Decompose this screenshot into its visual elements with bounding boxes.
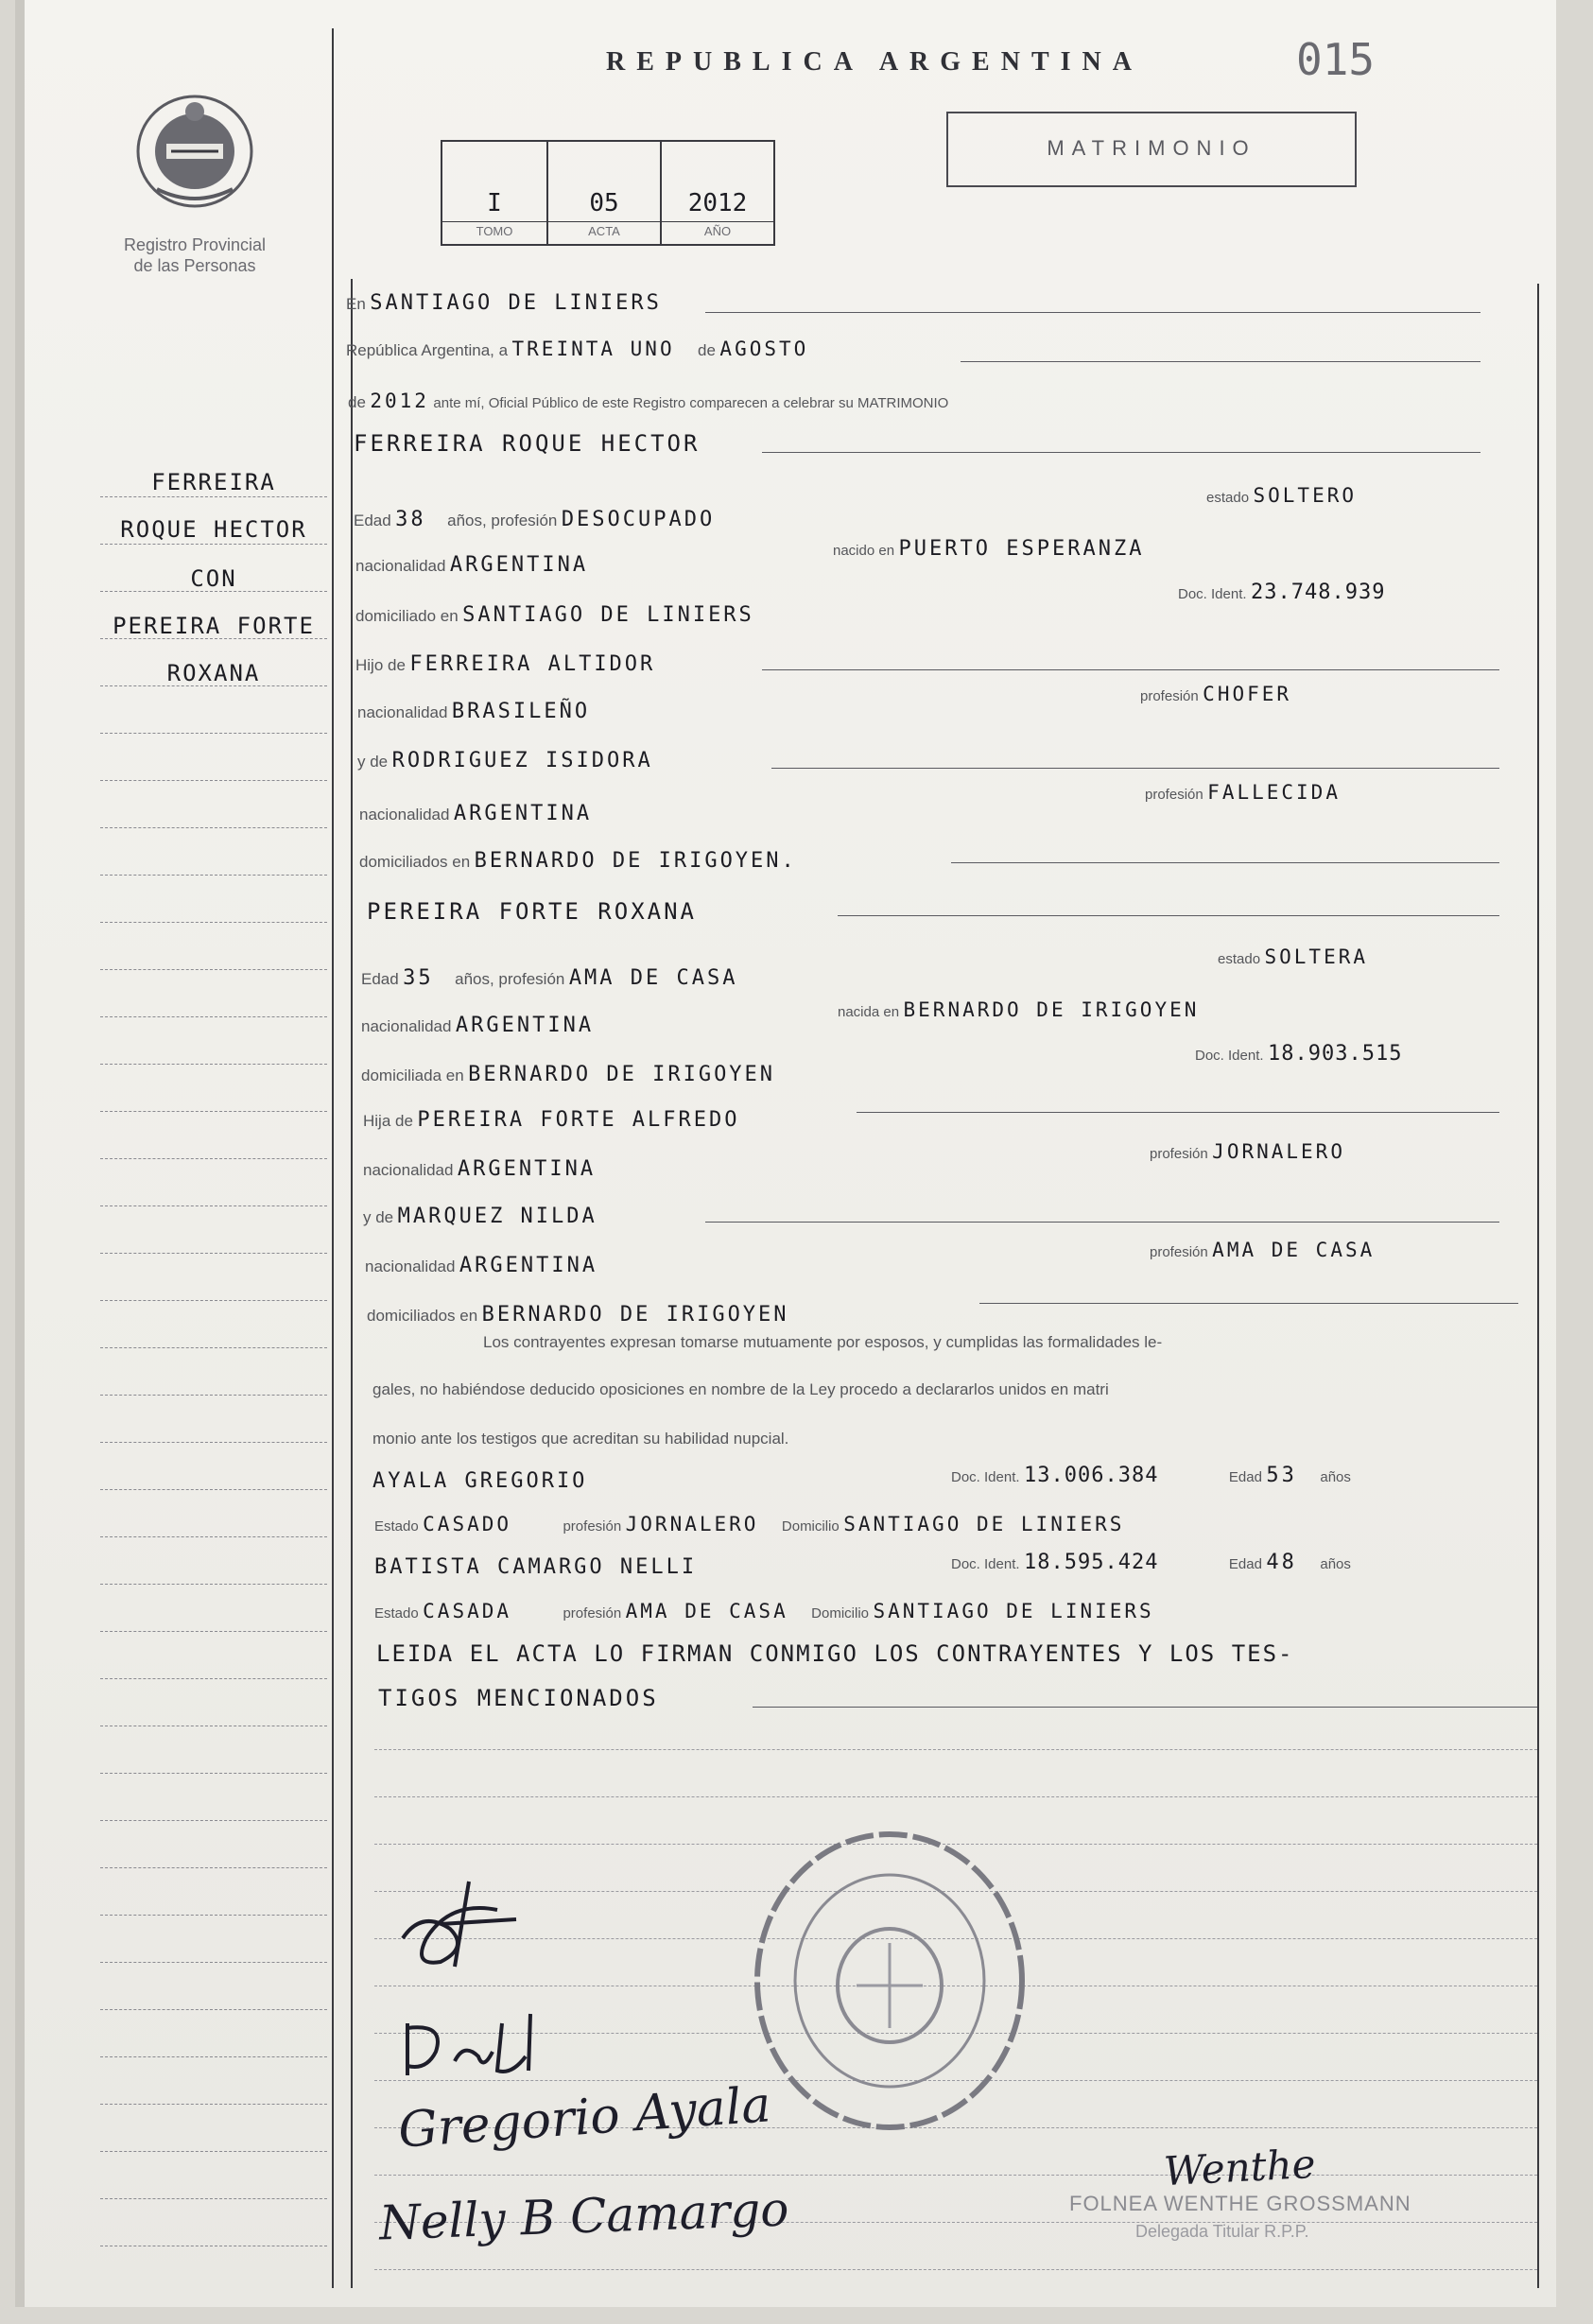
margin-name-5: ROXANA <box>166 660 261 686</box>
bride-parents-domicile-line: domiciliados en BERNARDO DE IRIGOYEN <box>367 1303 789 1327</box>
right-border-line <box>1537 284 1539 2288</box>
bride-father-profession: profesión JORNALERO <box>1150 1140 1345 1163</box>
margin-name-2: ROQUE HECTOR <box>120 516 307 543</box>
bride-mother-nationality-line: nacionalidad ARGENTINA <box>365 1254 598 1277</box>
bride-father-nationality-line: nacionalidad ARGENTINA <box>363 1157 597 1181</box>
witness-2-name-line: BATISTA CAMARGO NELLI <box>374 1555 698 1579</box>
registry-name: Registro Provincial de las Personas <box>123 235 267 275</box>
groom-status: estado SOLTERO <box>1206 484 1358 507</box>
bride-mother-profession: profesión AMA DE CASA <box>1150 1239 1376 1261</box>
official-name: FOLNEA WENTHE GROSSMANN <box>1069 2192 1411 2215</box>
record-table <box>441 140 775 246</box>
year-line: de 2012 ante mí, Oficial Público de este Registro comparecen a celebrar su MATRIMONIO <box>348 390 949 412</box>
official-signature: Wenthe <box>1162 2140 1317 2195</box>
bride-birthplace: nacida en BERNARDO DE IRIGOYEN <box>838 998 1200 1021</box>
bride-signature <box>389 2004 578 2090</box>
form-line <box>351 279 353 2288</box>
document-type-box: MATRIMONIO <box>946 112 1357 187</box>
groom-father-nationality-line: nacionalidad BRASILEÑO <box>357 700 591 723</box>
groom-mother-line: y de RODRIGUEZ ISIDORA <box>357 749 653 772</box>
registry-emblem-icon <box>129 85 261 217</box>
margin-name-1: FERREIRA <box>151 469 276 495</box>
groom-signature <box>384 1872 535 1976</box>
registry-seal-stamp <box>743 1825 1036 2137</box>
groom-name: FERREIRA ROQUE HECTOR <box>354 430 701 457</box>
groom-mother-nationality-line: nacionalidad ARGENTINA <box>359 802 593 825</box>
place-line: En SANTIAGO DE LINIERS <box>346 291 662 315</box>
ano-cell: 2012 AÑO <box>662 142 773 244</box>
bride-age-line: Edad 35 años, profesión AMA DE CASA <box>361 966 738 990</box>
groom-domicile-line: domiciliado en SANTIAGO DE LINIERS <box>355 603 754 627</box>
bride-doc: Doc. Ident. 18.903.515 <box>1195 1042 1403 1066</box>
document-page <box>15 0 1556 2307</box>
groom-age-line: Edad 38 años, profesión DESOCUPADO <box>354 508 716 531</box>
witness-1-status-line: Estado CASADO profesión JORNALERO Domicilio SANTIAGO DE LINIERS <box>374 1513 1125 1535</box>
tomo-cell: I TOMO <box>442 142 548 244</box>
groom-parents-domicile-line: domiciliados en BERNARDO DE IRIGOYEN. <box>359 849 797 873</box>
closing-line-2: TIGOS MENCIONADOS <box>378 1685 659 1711</box>
official-title: Delegada Titular R.P.P. <box>1135 2222 1309 2241</box>
groom-mother-profession: profesión FALLECIDA <box>1145 781 1341 804</box>
groom-birthplace: nacido en PUERTO ESPERANZA <box>833 537 1145 561</box>
bride-father-line: Hija de PEREIRA FORTE ALFREDO <box>363 1108 740 1132</box>
declaration-line-2: gales, no habiéndose deducido oposiciones en nombre de la Ley procedo a declararlos unidos en matri <box>372 1380 1109 1398</box>
witness-1-name-line: AYALA GREGORIO <box>372 1469 588 1493</box>
witness-1-doc-line: Doc. Ident. 13.006.384 Edad 53 años <box>951 1464 1351 1487</box>
country-title: REPUBLICA ARGENTINA <box>606 47 1143 77</box>
groom-doc: Doc. Ident. 23.748.939 <box>1178 581 1386 604</box>
bride-nationality-line: nacionalidad ARGENTINA <box>361 1014 595 1037</box>
witness-1-signature: Gregorio Ayala <box>396 2076 773 2159</box>
bride-domicile-line: domiciliada en BERNARDO DE IRIGOYEN <box>361 1063 776 1086</box>
bride-status: estado SOLTERA <box>1218 945 1369 968</box>
declaration-line-1: Los contrayentes expresan tomarse mutuamente por esposos, y cumplidas las formalidades le- <box>483 1333 1163 1351</box>
witness-2-status-line: Estado CASADA profesión AMA DE CASA Domicilio SANTIAGO DE LINIERS <box>374 1600 1154 1622</box>
page-number: 015 <box>1296 34 1376 85</box>
declaration-line-3: monio ante los testigos que acreditan su habilidad nupcial. <box>372 1430 789 1448</box>
margin-line <box>332 28 334 2288</box>
bride-name: PEREIRA FORTE ROXANA <box>367 898 697 925</box>
acta-cell: 05 ACTA <box>548 142 662 244</box>
witness-2-signature: Nelly B Camargo <box>378 2181 790 2251</box>
groom-father-line: Hijo de FERREIRA ALTIDOR <box>355 652 656 676</box>
groom-nationality-line: nacionalidad ARGENTINA <box>355 553 589 577</box>
bride-mother-line: y de MARQUEZ NILDA <box>363 1205 597 1228</box>
margin-name-3: CON <box>190 565 237 592</box>
groom-father-profession: profesión CHOFER <box>1140 683 1292 705</box>
witness-2-doc-line: Doc. Ident. 18.595.424 Edad 48 años <box>951 1551 1351 1574</box>
margin-name-4: PEREIRA FORTE <box>113 613 315 639</box>
date-line: República Argentina, a TREINTA UNO de AGOSTO <box>346 338 809 360</box>
closing-line-1: LEIDA EL ACTA LO FIRMAN CONMIGO LOS CONTRAYENTES Y LOS TES- <box>376 1640 1294 1667</box>
